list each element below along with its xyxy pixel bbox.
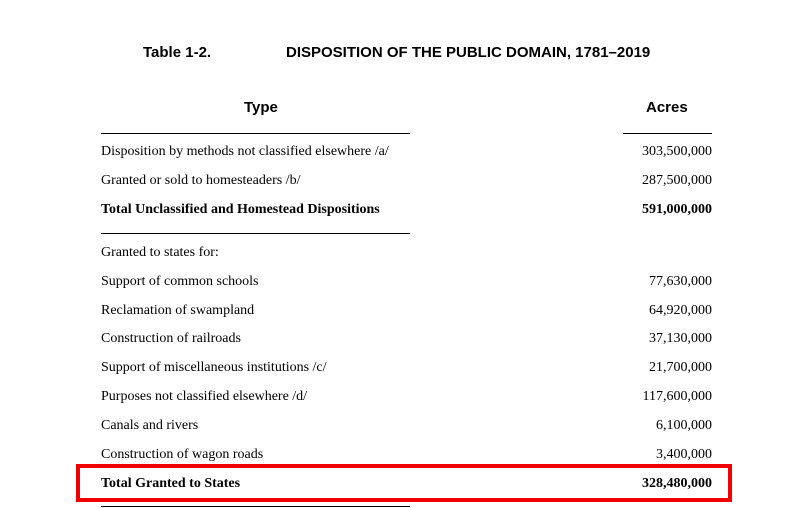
row-label: Support of miscellaneous institutions /c/ bbox=[101, 360, 327, 375]
row-label: Support of common schools bbox=[101, 274, 259, 289]
header-rule-type bbox=[101, 133, 410, 134]
row-value: 3,400,000 bbox=[656, 447, 712, 462]
row-label: Purposes not classified elsewhere /d/ bbox=[101, 389, 308, 404]
row-label: Granted or sold to homesteaders /b/ bbox=[101, 173, 301, 188]
table-row bbox=[101, 360, 712, 380]
row-value: 303,500,000 bbox=[642, 144, 712, 159]
table-row bbox=[101, 418, 712, 438]
table-row-total bbox=[101, 202, 712, 222]
row-label: Construction of wagon roads bbox=[101, 447, 264, 462]
column-header-type: Type bbox=[244, 99, 278, 116]
table-row bbox=[101, 331, 712, 351]
section-rule bbox=[101, 233, 410, 234]
table-row bbox=[101, 274, 712, 294]
column-header-acres: Acres bbox=[646, 99, 688, 116]
table-row bbox=[101, 389, 712, 409]
header-rule-acres bbox=[623, 133, 712, 134]
row-label: Total Unclassified and Homestead Dispositions bbox=[101, 202, 380, 217]
table-row bbox=[101, 173, 712, 193]
table-row bbox=[101, 144, 712, 164]
row-value: 287,500,000 bbox=[642, 173, 712, 188]
row-value: 591,000,000 bbox=[642, 202, 712, 217]
row-value: 328,480,000 bbox=[642, 476, 712, 491]
row-label: Total Granted to States bbox=[101, 476, 241, 491]
table-row bbox=[101, 303, 712, 323]
row-value: 64,920,000 bbox=[649, 303, 712, 318]
row-label: Granted to states for: bbox=[101, 245, 219, 260]
row-label: Disposition by methods not classified elsewhere /a/ bbox=[101, 144, 389, 159]
table-number: Table 1-2. bbox=[143, 44, 212, 61]
row-label: Canals and rivers bbox=[101, 418, 199, 433]
table-title: DISPOSITION OF THE PUBLIC DOMAIN, 1781–2019 bbox=[286, 44, 651, 61]
highlight-box bbox=[76, 464, 732, 502]
row-value: 77,630,000 bbox=[649, 274, 712, 289]
bottom-rule bbox=[101, 506, 410, 507]
row-label: Reclamation of swampland bbox=[101, 303, 255, 318]
row-value: 21,700,000 bbox=[649, 360, 712, 375]
row-value: 6,100,000 bbox=[656, 418, 712, 433]
row-label: Construction of railroads bbox=[101, 331, 241, 346]
table-row-section-heading bbox=[101, 245, 712, 265]
row-value: 37,130,000 bbox=[649, 331, 712, 346]
row-value: 117,600,000 bbox=[642, 389, 712, 404]
